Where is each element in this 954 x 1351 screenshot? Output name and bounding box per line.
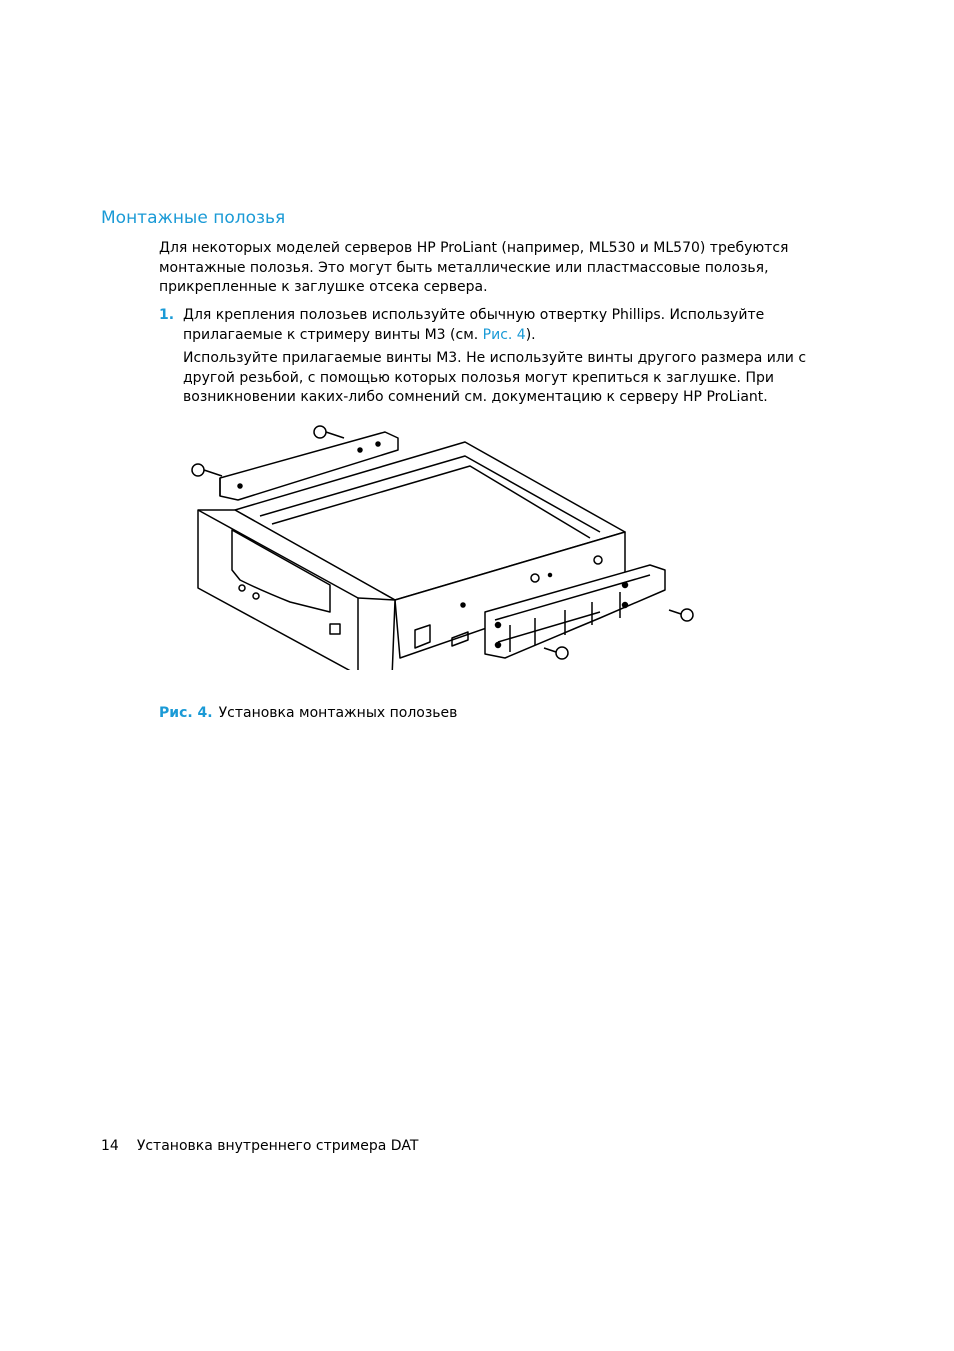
step-note: Используйте прилагаемые винты М3. Не используйте винты другого размера или с другой резьбой, с помощью которых полозья могут крепиться к заглушке. При возникновении каких-либо сомнений см. документацию к серверу HP ProLiant. (183, 350, 807, 405)
screw-icon (544, 647, 568, 659)
screw-icon (669, 609, 693, 621)
screw-icon (314, 426, 344, 438)
step-text-after: ). (525, 326, 536, 343)
section-title: Монтажные полозья (101, 208, 286, 228)
step-text (183, 306, 843, 345)
intro-paragraph: Для некоторых моделей серверов HP ProLiant (например, ML530 и ML570) требуются монтажные полозья. Это могут быть металлические или пластмассовые полозья, прикрепленные к заглушке отсека сервера. (159, 240, 789, 295)
footer-title: Установка внутреннего стримера DAT (136, 1138, 419, 1154)
step-number: 1. (159, 307, 175, 323)
screw-icon (192, 464, 222, 476)
mounting-rails-illustration (180, 420, 700, 670)
caption-text: Установка монтажных полозьев (218, 705, 458, 721)
page-footer (101, 1137, 418, 1156)
step-text-before: Для крепления полозьев используйте обычную отвертку Phillips. Используйте прилагаемые к стримеру винты М3 (см. (183, 307, 765, 343)
caption-number: Рис. 4. (159, 705, 213, 721)
figure-link[interactable]: Рис. 4 (482, 326, 526, 343)
page-number: 14 (101, 1138, 119, 1154)
figure-caption (159, 704, 457, 723)
